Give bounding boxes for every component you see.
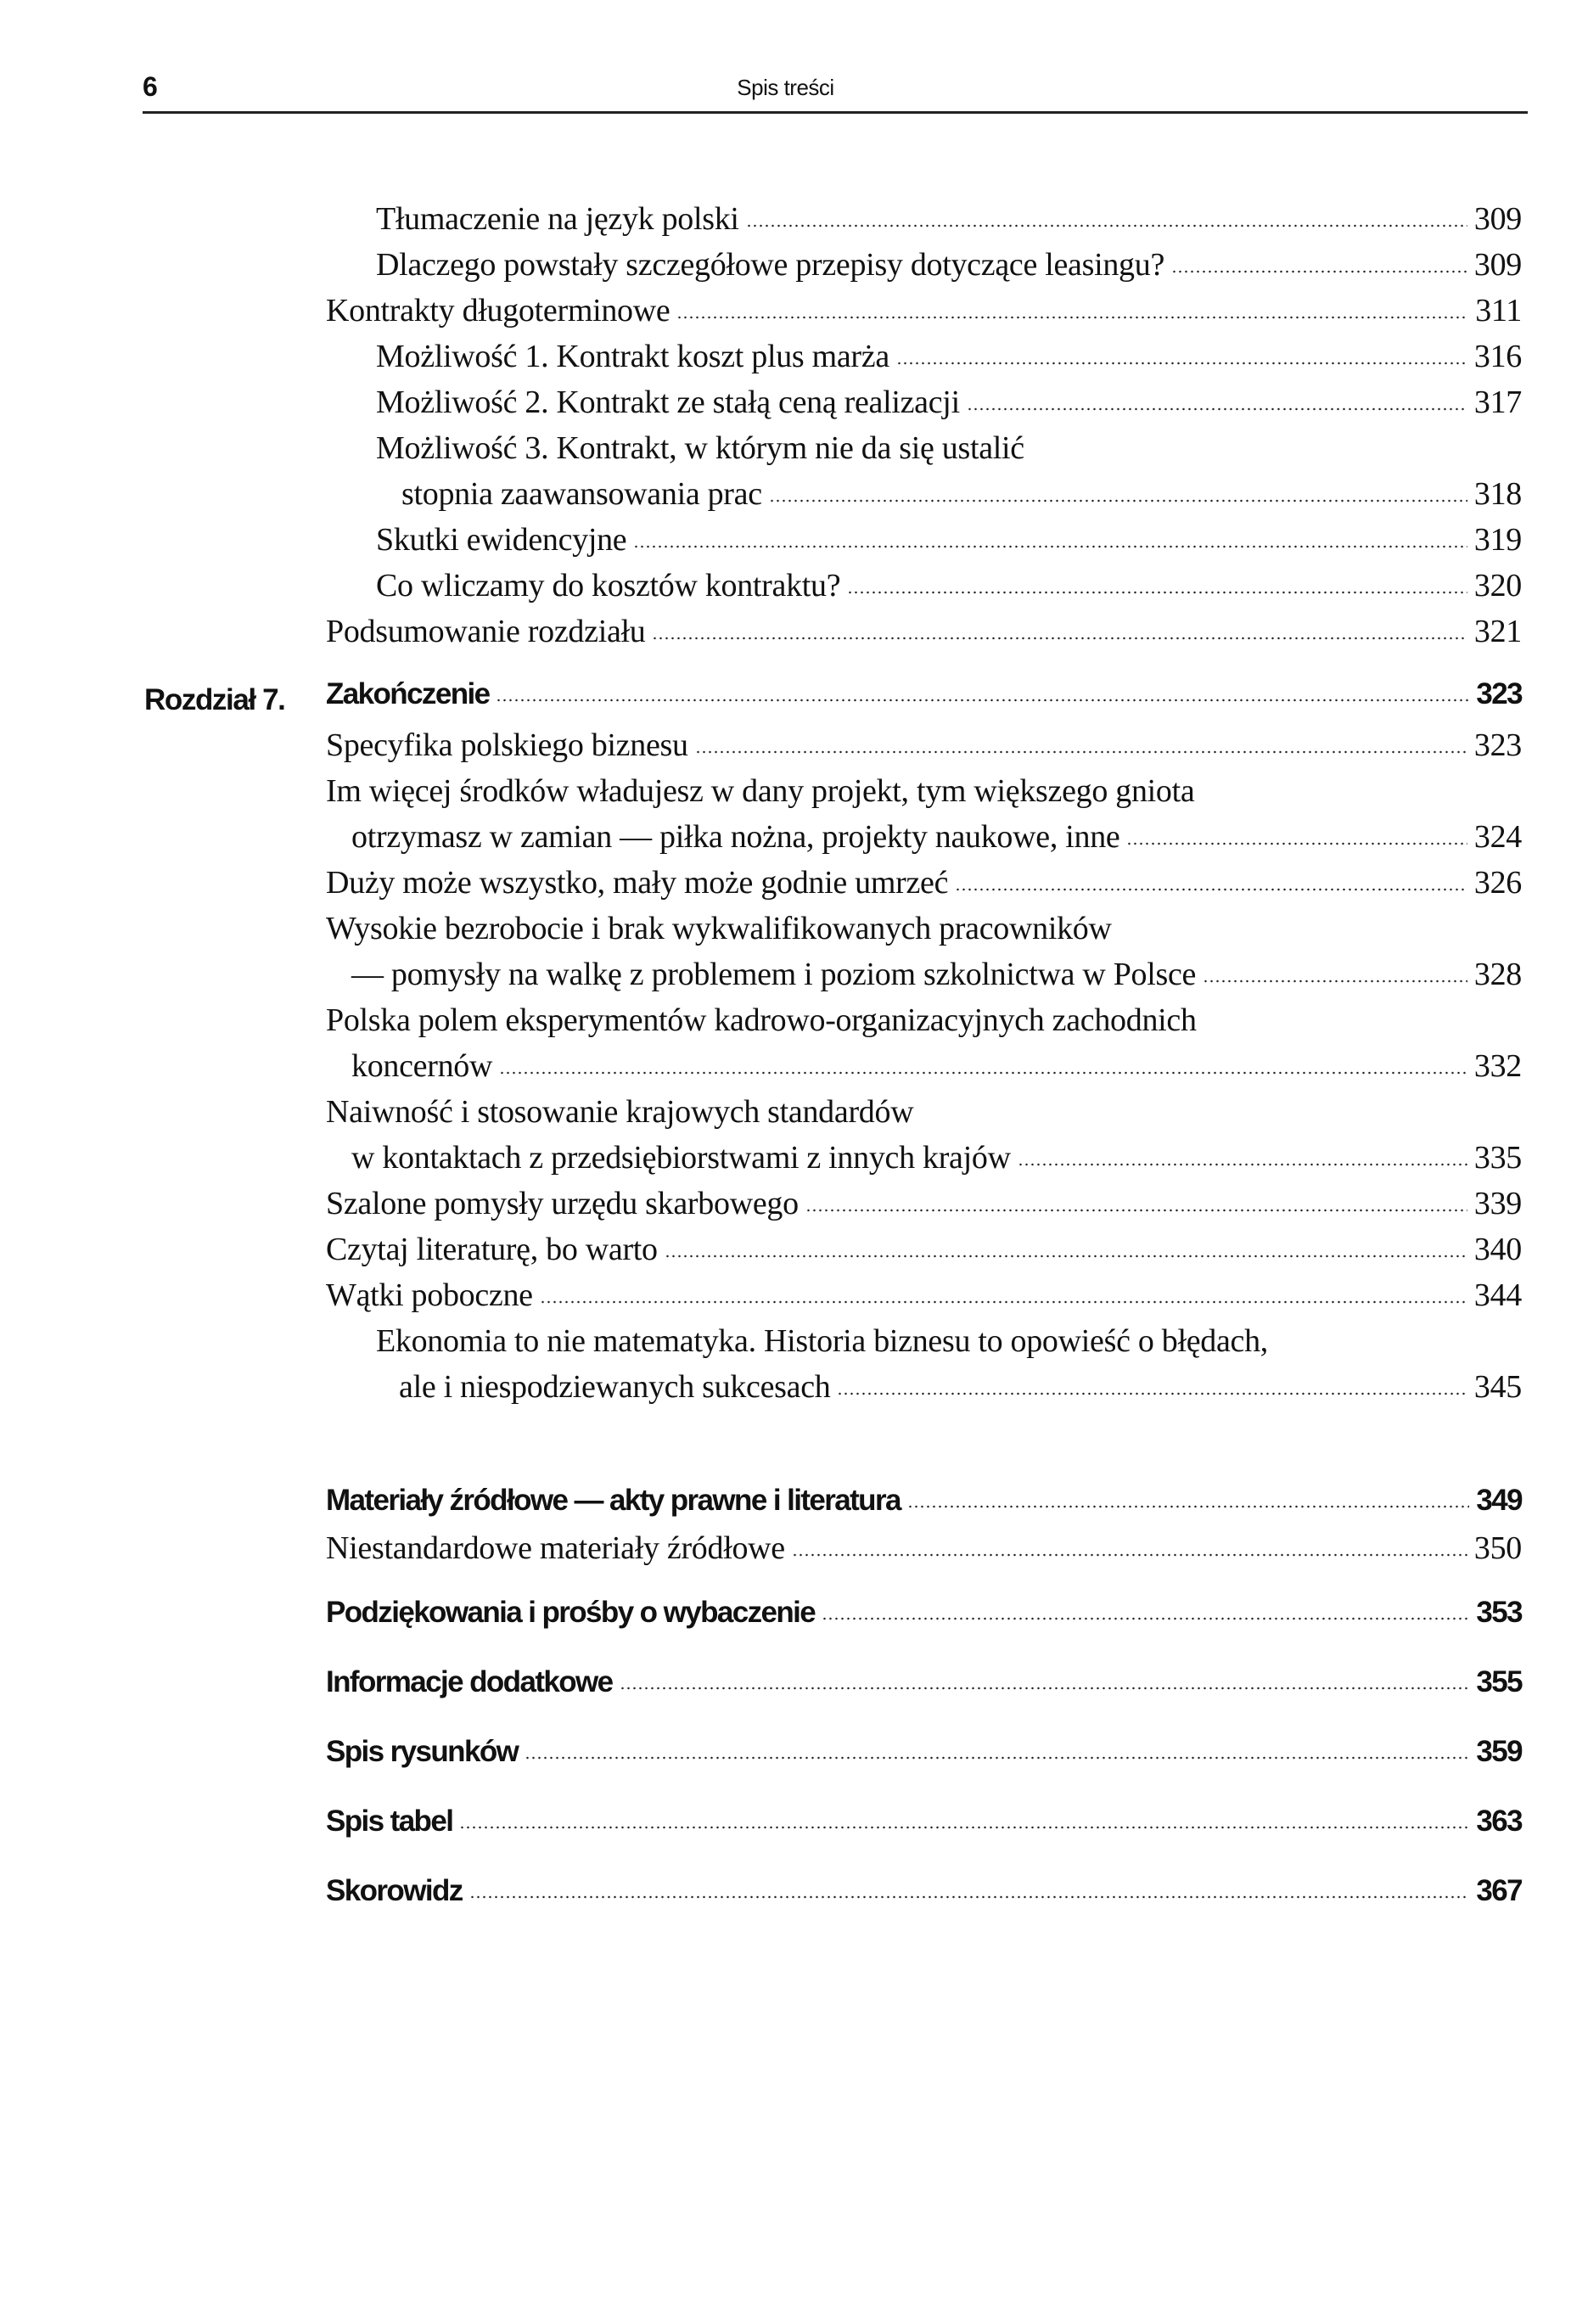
toc-page-number: 320: [1473, 568, 1522, 603]
toc-entry-title: Duży może wszystko, mały może godnie umrzeć: [326, 865, 949, 901]
toc-entry[interactable]: [0, 384, 1571, 429]
toc-entry[interactable]: [0, 1093, 1571, 1185]
toc-entry[interactable]: [0, 246, 1571, 292]
toc-page-number: 317: [1473, 385, 1522, 420]
toc-page-number: 367: [1476, 1874, 1522, 1907]
dot-leader: [633, 545, 1467, 548]
toc-entry[interactable]: [0, 1596, 1571, 1642]
toc-entry[interactable]: [0, 1735, 1571, 1781]
toc-entry-line: [0, 1322, 1571, 1368]
toc-entry-line: [0, 727, 1571, 772]
toc-entry-line: [0, 1484, 1571, 1530]
dot-leader: [652, 637, 1467, 640]
toc-page-number: 363: [1476, 1805, 1522, 1838]
dot-leader: [1126, 842, 1467, 845]
toc-entry[interactable]: [0, 1484, 1571, 1530]
toc-entry-title: Spis tabel: [326, 1805, 453, 1838]
toc-entry[interactable]: [0, 1185, 1571, 1231]
toc-entry-line: [0, 1665, 1571, 1711]
toc-page-number: 350: [1473, 1530, 1522, 1566]
toc-entry-title: Informacje dodatkowe: [326, 1665, 613, 1698]
toc-entry-line: [0, 1093, 1571, 1139]
dot-leader: [837, 1392, 1467, 1395]
toc-entry-title: Czytaj literaturę, bo warto: [326, 1232, 658, 1267]
toc-page-number: 311: [1475, 293, 1522, 328]
toc-entry-title: Niestandardowe materiały źródłowe: [326, 1530, 785, 1566]
toc-entry-line: [0, 1596, 1571, 1642]
toc-entry-title: — pomysły na walkę z problemem i poziom szkolnictwa w Polsce: [351, 957, 1197, 992]
toc-entry-title: Podziękowania i prośby o wybaczenie: [326, 1596, 816, 1629]
toc-entry-title: Materiały źródłowe — akty prawne i literatura: [326, 1484, 901, 1517]
toc-entry[interactable]: [0, 292, 1571, 338]
toc-entry[interactable]: [0, 521, 1571, 567]
toc-entry-line: [0, 521, 1571, 567]
toc-entry-line: [0, 818, 1571, 864]
toc-entry-line: [0, 475, 1571, 521]
dot-leader: [469, 1895, 1470, 1899]
toc-entry-title: Naiwność i stosowanie krajowych standardów: [326, 1094, 914, 1130]
toc-entry-line: [0, 1368, 1571, 1414]
toc-page-number: 328: [1473, 957, 1522, 992]
toc-entry[interactable]: [0, 1805, 1571, 1850]
toc-entry-title: Tłumaczenie na język polski: [376, 201, 739, 237]
toc-entry-title: Zakończenie: [326, 677, 490, 710]
header-rule: [143, 111, 1528, 114]
toc-entry[interactable]: [0, 910, 1571, 1002]
toc-page-number: 323: [1476, 677, 1522, 710]
toc-entry[interactable]: [0, 864, 1571, 910]
dot-leader: [907, 1505, 1470, 1508]
toc-entry[interactable]: [0, 1231, 1571, 1277]
toc-entry-line: [0, 1139, 1571, 1185]
toc-page-number: 340: [1473, 1232, 1522, 1267]
toc-entry-line: [0, 429, 1571, 475]
toc-entry-title: Możliwość 3. Kontrakt, w którym nie da się ustalić: [376, 430, 1024, 466]
page-number: 6: [143, 71, 158, 102]
toc-entry-line: [0, 910, 1571, 956]
dot-leader: [955, 888, 1467, 891]
toc-entry-title: Ekonomia to nie matematyka. Historia biznesu to opowieść o błędach,: [376, 1323, 1269, 1359]
dot-leader: [665, 1255, 1467, 1258]
dot-leader: [540, 1300, 1467, 1304]
toc-entry-title: Im więcej środków władujesz w dany projekt, tym większego gniota: [326, 773, 1195, 809]
dot-leader: [1018, 1163, 1467, 1166]
toc-entry-line: [0, 772, 1571, 818]
dot-leader: [496, 699, 1469, 702]
toc-entry-title: Skorowidz: [326, 1874, 463, 1907]
toc-entry-line: [0, 1231, 1571, 1277]
toc-entry[interactable]: [0, 1530, 1571, 1575]
toc-entry-line: [0, 956, 1571, 1002]
toc-entry-title: Możliwość 1. Kontrakt koszt plus marża: [376, 339, 889, 374]
toc-page-number: 316: [1473, 339, 1522, 374]
toc-entry-line: [0, 200, 1571, 246]
toc-entry-title: Polska polem eksperymentów kadrowo-organizacyjnych zachodnich: [326, 1002, 1197, 1038]
toc-page-number: 309: [1473, 247, 1522, 283]
toc-entry-line: [0, 1185, 1571, 1231]
toc-entry-line: [0, 292, 1571, 338]
toc-entry-line: [0, 864, 1571, 910]
toc-entry-title: Wysokie bezrobocie i brak wykwalifikowanych pracowników: [326, 911, 1112, 946]
toc-page-number: 309: [1473, 201, 1522, 237]
dot-leader: [896, 362, 1467, 365]
toc-page-number: 326: [1473, 865, 1522, 901]
toc-entry[interactable]: [0, 200, 1571, 246]
dot-leader: [805, 1209, 1467, 1212]
toc-page-number: 321: [1473, 614, 1522, 649]
toc-entry[interactable]: [0, 1322, 1571, 1414]
toc-entry[interactable]: [0, 1277, 1571, 1322]
toc-entry-line: [0, 1805, 1571, 1850]
toc-entry[interactable]: [0, 1665, 1571, 1711]
toc-entry-line: [0, 1735, 1571, 1781]
dot-leader: [525, 1756, 1469, 1760]
toc-entry-line: [0, 338, 1571, 384]
toc-entry-line: [0, 1874, 1571, 1920]
dot-leader: [459, 1826, 1469, 1829]
toc-page-number: 318: [1473, 476, 1522, 512]
toc-entry-line: [0, 246, 1571, 292]
dot-leader: [499, 1071, 1467, 1075]
dot-leader: [746, 224, 1467, 227]
toc-entry-title: w kontaktach z przedsiębiorstwami z innych krajów: [351, 1140, 1011, 1176]
toc-page-number: 332: [1473, 1048, 1522, 1084]
toc-entry[interactable]: [0, 1002, 1571, 1093]
dot-leader: [676, 316, 1468, 319]
dot-leader: [792, 1553, 1467, 1557]
toc-entry-title: Skutki ewidencyjne: [376, 522, 627, 558]
running-header-title: Spis treści: [737, 75, 834, 100]
toc-page-number: 345: [1473, 1369, 1522, 1405]
dot-leader: [967, 407, 1467, 411]
toc-page-number: 349: [1476, 1484, 1522, 1517]
toc-entry-title: Dlaczego powstały szczegółowe przepisy dotyczące leasingu?: [376, 247, 1165, 283]
toc-entry-title: ale i niespodziewanych sukcesach: [399, 1369, 831, 1405]
dot-leader: [1171, 270, 1467, 273]
dot-leader: [620, 1687, 1470, 1690]
toc-page-number: 335: [1473, 1140, 1522, 1176]
toc-entry-title: otrzymasz w zamian — piłka nożna, projekty naukowe, inne: [351, 819, 1120, 855]
toc-page-number: 344: [1473, 1277, 1522, 1313]
toc-entry[interactable]: [0, 1874, 1571, 1920]
toc-page-number: 359: [1476, 1735, 1522, 1768]
toc-entry[interactable]: [0, 727, 1571, 772]
toc-entry[interactable]: [0, 429, 1571, 521]
toc-entry-title: Specyfika polskiego biznesu: [326, 727, 688, 763]
dot-leader: [847, 591, 1467, 594]
dot-leader: [695, 750, 1467, 754]
toc-entry[interactable]: [0, 613, 1571, 659]
toc-entry-title: Szalone pomysły urzędu skarbowego: [326, 1186, 799, 1221]
toc-entry-line: [0, 384, 1571, 429]
dot-leader: [822, 1617, 1469, 1620]
toc-entry-line: [0, 1047, 1571, 1093]
toc-entry-line: [0, 1530, 1571, 1575]
toc-entry-line: [0, 1277, 1571, 1322]
toc-entry-title: Wątki poboczne: [326, 1277, 533, 1313]
toc-entry-line: [0, 613, 1571, 659]
toc-entry-title: Spis rysunków: [326, 1735, 519, 1768]
toc-page-number: 339: [1473, 1186, 1522, 1221]
toc-page-number: 353: [1476, 1596, 1522, 1629]
toc-entry-line: [0, 1002, 1571, 1047]
toc-entry-line: [0, 567, 1571, 613]
toc-page-number: 324: [1473, 819, 1522, 855]
toc-entry-title: Podsumowanie rozdziału: [326, 614, 646, 649]
toc-entry-title: stopnia zaawansowania prac: [401, 476, 762, 512]
toc-page-number: 319: [1473, 522, 1522, 558]
toc-entry-title: koncernów: [351, 1048, 493, 1084]
toc-page-number: 323: [1473, 727, 1522, 763]
dot-leader: [769, 499, 1467, 502]
toc-entry[interactable]: [0, 338, 1571, 384]
toc-entry-title: Możliwość 2. Kontrakt ze stałą ceną realizacji: [376, 385, 960, 420]
toc-page-number: 355: [1476, 1665, 1522, 1698]
toc-chapter-entry[interactable]: [0, 677, 1571, 723]
toc-entry[interactable]: [0, 772, 1571, 864]
chapter-label: Rozdział 7.: [144, 683, 285, 716]
dot-leader: [1203, 980, 1467, 983]
table-of-contents: [0, 200, 1571, 1920]
toc-entry[interactable]: [0, 567, 1571, 613]
toc-entry-title: Kontrakty długoterminowe: [326, 293, 670, 328]
toc-entry-title: Co wliczamy do kosztów kontraktu?: [376, 568, 841, 603]
